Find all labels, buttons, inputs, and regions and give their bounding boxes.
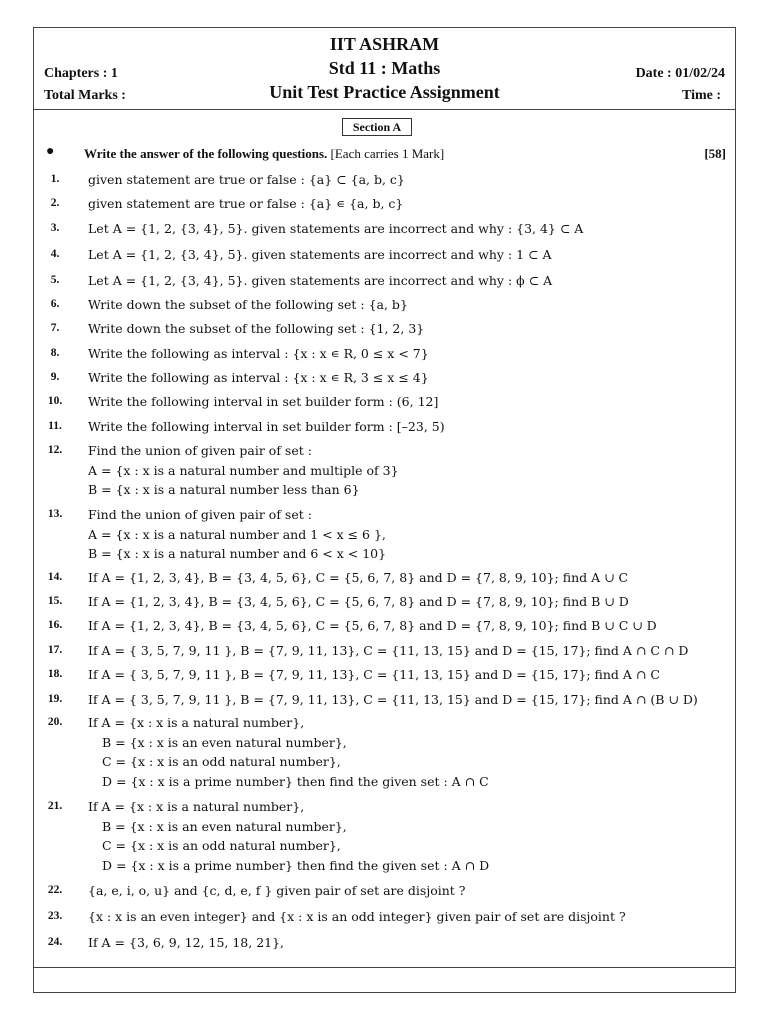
chapters-label: Chapters : 1 (44, 66, 118, 81)
question-number: 22. (47, 884, 63, 896)
question-text: Let A = {1, 2, {3, 4}, 5}. given statements are incorrect and why : 1 ⊂ A (88, 247, 552, 262)
date-label: Date : 01/02/24 (635, 66, 725, 81)
question-text: If A = { 3, 5, 7, 9, 11 }, B = {7, 9, 11, 13}, C = {11, 13, 15} and D = {15, 17}; find A ∩ C ∩ D (88, 643, 689, 658)
question-number: 23. (47, 910, 63, 922)
question-text: Let A = {1, 2, {3, 4}, 5}. given statements are incorrect and why : {3, 4} ⊂ A (88, 221, 584, 236)
question-number: 5. (50, 274, 60, 286)
question-subline: B = {x : x is a natural number less than 6} (88, 482, 360, 497)
standard-subject: Std 11 : Maths (328, 58, 441, 78)
question-text: Write the following as interval : {x : x ∊ R, 3 ≤ x ≤ 4} (88, 370, 429, 385)
question-number: 21. (47, 800, 63, 812)
question-number: 14. (47, 571, 63, 583)
question-number: 9. (50, 371, 60, 383)
question-subline: A = {x : x is a natural number and 1 < x ≤ 6 }, (88, 526, 386, 542)
question-subline: C = {x : x is an odd natural number}, (102, 754, 341, 769)
question-text: If A = {1, 2, 3, 4}, B = {3, 4, 5, 6}, C = {5, 6, 7, 8} and D = {7, 8, 9, 10}; find B ∪ C ∪ D (88, 618, 657, 633)
question-text: given statement are true or false : {a} ∊ {a, b, c} (88, 196, 404, 211)
question-text: Write the following interval in set builder form : [–23, 5) (88, 419, 445, 434)
question-subline: B = {x : x is a natural number and 6 < x < 10} (88, 546, 387, 561)
total-marks-label: Total Marks : (44, 88, 126, 103)
question-text: {x : x is an even integer} and {x : x is an odd integer} given pair of set are disjoint ? (88, 909, 626, 924)
question-number: 10. (47, 395, 63, 407)
question-text: If A = {x : x is a natural number}, (88, 799, 305, 814)
question-number: 2. (50, 197, 60, 209)
question-text: {a, e, i, o, u} and {c, d, e, f } given pair of set are disjoint ? (88, 883, 466, 898)
question-number: 16. (47, 619, 63, 631)
assignment-title: Unit Test Practice Assignment (269, 82, 500, 102)
question-text: If A = {3, 6, 9, 12, 15, 18, 21}, (88, 935, 285, 950)
question-subline: B = {x : x is an even natural number}, (102, 818, 347, 834)
question-number: 17. (47, 644, 63, 656)
question-text: Let A = {1, 2, {3, 4}, 5}. given statements are incorrect and why : ϕ ⊂ A (88, 273, 553, 288)
question-number: 6. (50, 298, 60, 310)
instruction-main: Write the answer of the following questions. (84, 146, 328, 161)
question-text: If A = {1, 2, 3, 4}, B = {3, 4, 5, 6}, C = {5, 6, 7, 8} and D = {7, 8, 9, 10}; find B ∪ D (88, 594, 629, 609)
question-subline: D = {x : x is a prime number} then find the given set : A ∩ C (102, 773, 489, 789)
question-text: If A = { 3, 5, 7, 9, 11 }, B = {7, 9, 11, 13}, C = {11, 13, 15} and D = {15, 17}; find A ∩ C (88, 667, 660, 682)
question-text: If A = { 3, 5, 7, 9, 11 }, B = {7, 9, 11, 13}, C = {11, 13, 15} and D = {15, 17}; find A ∩ (B ∪ D) (88, 692, 698, 707)
question-subline: A = {x : x is a natural number and multiple of 3} (88, 462, 399, 478)
question-text: Find the union of given pair of set : (88, 507, 312, 522)
school-name: IIT ASHRAM (329, 34, 440, 54)
question-text: Write down the subset of the following set : {a, b} (88, 297, 408, 312)
question-text: Write the following as interval : {x : x ∊ R, 0 ≤ x < 7} (88, 346, 429, 361)
time-label: Time : (681, 88, 721, 103)
question-number: 15. (47, 595, 63, 607)
question-subline: D = {x : x is a prime number} then find the given set : A ∩ D (102, 857, 490, 873)
question-number: 8. (50, 347, 60, 359)
question-number: 1. (50, 173, 60, 185)
section-marks: [58] (704, 146, 726, 161)
question-number: 12. (47, 444, 63, 456)
section-heading: Section A (342, 118, 412, 136)
question-number: 4. (50, 248, 60, 260)
question-number: 7. (50, 322, 60, 334)
question-text: Write down the subset of the following set : {1, 2, 3} (88, 321, 425, 336)
question-number: 18. (47, 668, 63, 680)
question-text: If A = {x : x is a natural number}, (88, 715, 305, 730)
question-number: 11. (48, 420, 62, 432)
bullet-icon: ● (46, 144, 55, 159)
question-text: Write the following interval in set builder form : (6, 12] (88, 394, 439, 409)
footer-divider (34, 967, 735, 968)
question-number: 13. (47, 508, 63, 520)
instruction-note: [Each carries 1 Mark] (330, 146, 445, 161)
header (34, 28, 735, 110)
question-subline: B = {x : x is an even natural number}, (102, 734, 347, 750)
question-subline: C = {x : x is an odd natural number}, (102, 838, 341, 853)
question-text: If A = {1, 2, 3, 4}, B = {3, 4, 5, 6}, C = {5, 6, 7, 8} and D = {7, 8, 9, 10}; find A ∪ C (88, 570, 629, 585)
question-text: Find the union of given pair of set : (88, 443, 312, 458)
instruction-text (84, 146, 444, 162)
question-number: 3. (50, 222, 60, 234)
question-number: 19. (47, 693, 63, 705)
question-number: 24. (47, 936, 63, 948)
question-text: given statement are true or false : {a} ⊂ {a, b, c} (88, 172, 405, 187)
question-number: 20. (47, 716, 63, 728)
